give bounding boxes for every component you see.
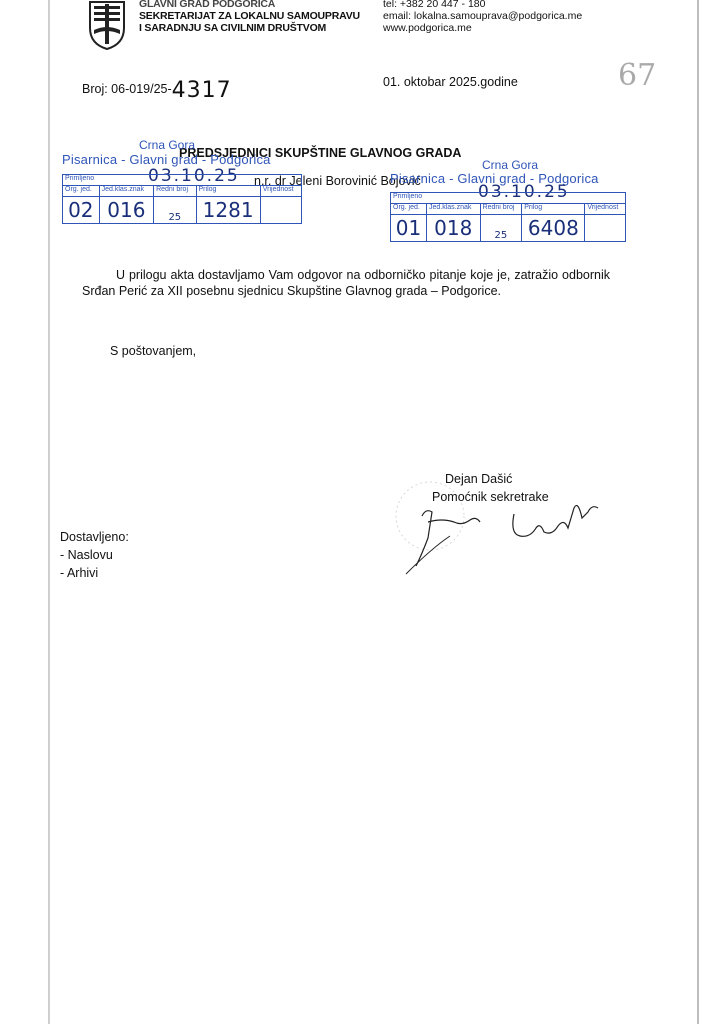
stamp-col-class: Jed.klas.znak [426,204,480,215]
stamp-value-year: 25 [154,197,196,224]
stamp-col-org: Org. jed. [391,204,427,215]
issuer-line-1: GLAVNI GRAD PODGORICA [139,0,276,10]
signatory-title: Pomoćnik sekretrake [432,490,549,504]
stamp-received-date: 03.10.25 [478,182,570,202]
delivery-label: Dostavljeno: [60,530,129,544]
stamp-office: Pisarnica - Glavni grad - Podgorica [62,152,271,167]
scan-edge-left [48,0,50,1024]
stamp-received-date: 03.10.25 [148,166,240,186]
stamp-value-org: 02 [63,197,100,224]
stamp-value-year: 25 [480,215,522,242]
reference-number [82,74,232,103]
signatory-name: Dejan Dašić [445,472,513,486]
body-paragraph-text: U prilogu akta dostavljamo Vam odgovor na odborničko pitanje koje je, zatražio odbornik Srđan Perić za XII posebnu sjednicu Skupštine Glavnog grada – Podgorice. [82,268,610,298]
stamp-country: Crna Gora [481,158,539,172]
attention-line: n.r. dr Jeleni Borovinić Bojović [254,174,421,188]
issuer-header [139,0,360,34]
contact-phone: tel: +382 20 447 - 180 [383,0,486,10]
delivery-item: - Arhivi [60,566,99,580]
document-date: 01. oktobar 2025.godine [383,75,518,89]
stamp-col-attachment: Prilog [522,204,585,215]
stamp-value-number: 6408 [522,215,585,242]
reference-handwritten: 4317 [171,78,232,103]
contact-email: email: lokalna.samouprava@podgorica.me [383,10,583,22]
contact-website: www.podgorica.me [383,22,472,34]
stamp-col-org: Org. jed. [63,186,100,197]
issuer-line-3: I SARADNJU SA CIVILNIM DRUŠTVOM [139,22,327,34]
delivery-item: - Naslovu [60,548,113,562]
stamp-received-label: Primljeno [63,175,302,186]
stamp-office: Pisarnica - Glavni grad - Podgorica [390,171,599,186]
issuer-line-2: SEKRETARIJAT ZA LOKALNU SAMOUPRAVU [139,10,360,22]
receipt-stamp-left [62,138,304,246]
stamp-value-class: 016 [99,197,153,224]
stamp-received-label: Primljeno [391,193,626,204]
addressee: PREDSJEDNICI SKUPŠTINE GLAVNOG GRADA [179,146,462,160]
city-crest-logo [88,0,126,50]
body-paragraph [82,267,610,299]
stamp-value-number: 1281 [196,197,260,224]
reference-printed: Broj: 06-019/25- [82,82,172,96]
stamp-grid [390,192,626,242]
scan-edge-right [697,0,699,1024]
stamp-col-value: Vrijednost [585,204,626,215]
delivery-list [60,528,129,582]
page-mark-handwritten: 67 [618,58,657,93]
stamp-value-class: 018 [426,215,480,242]
stamp-country: Crna Gora [138,138,196,152]
stamp-col-value: Vrijednost [260,186,301,197]
receipt-stamp-right [390,158,628,258]
stamp-col-number: Redni broj [480,204,522,215]
stamp-col-attachment: Prilog [196,186,260,197]
stamp-col-number: Redni broj [154,186,196,197]
contact-header [383,0,582,34]
stamp-col-class: Jed.klas.znak [99,186,153,197]
stamp-grid [62,174,302,224]
stamp-value-org: 01 [391,215,427,242]
greeting: S poštovanjem, [110,344,197,358]
